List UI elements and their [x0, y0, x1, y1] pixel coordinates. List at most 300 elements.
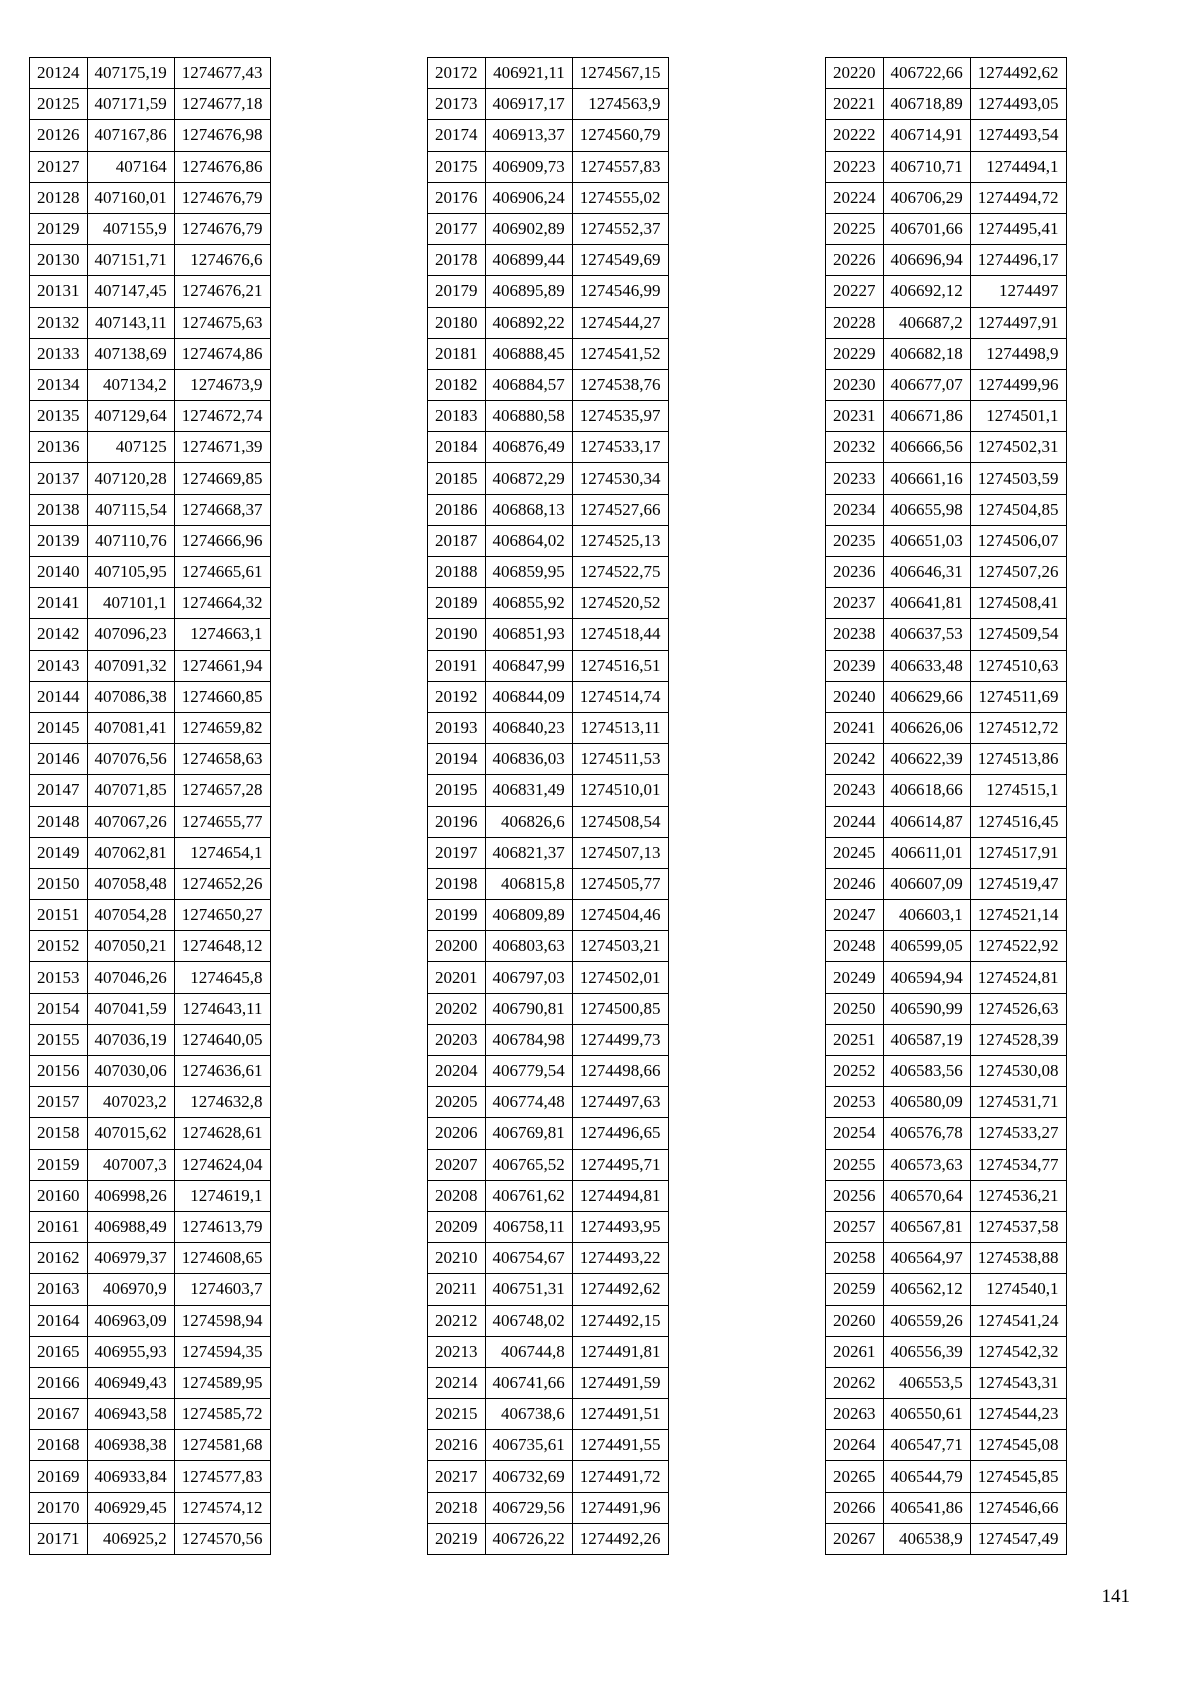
x-coordinate-cell: 406933,84 [87, 1461, 174, 1492]
x-coordinate-cell: 406826,6 [485, 806, 572, 837]
point-number-cell: 20232 [826, 432, 884, 463]
point-number-cell: 20225 [826, 213, 884, 244]
y-coordinate-cell: 1274499,73 [572, 1024, 668, 1055]
point-number-cell: 20150 [30, 868, 88, 899]
y-coordinate-cell: 1274522,75 [572, 557, 668, 588]
table-row [30, 401, 271, 432]
table-row [30, 1243, 271, 1274]
point-number-cell: 20203 [428, 1024, 486, 1055]
table-row [30, 1523, 271, 1554]
point-number-cell: 20255 [826, 1149, 884, 1180]
y-coordinate-cell: 1274491,51 [572, 1399, 668, 1430]
point-number-cell: 20170 [30, 1492, 88, 1523]
x-coordinate-cell: 407151,71 [87, 245, 174, 276]
x-coordinate-cell: 406622,39 [883, 744, 970, 775]
x-coordinate-cell: 406797,03 [485, 962, 572, 993]
table-row [826, 1056, 1067, 1087]
table-row [428, 1305, 669, 1336]
point-number-cell: 20218 [428, 1492, 486, 1523]
x-coordinate-cell: 406821,37 [485, 837, 572, 868]
x-coordinate-cell: 406562,12 [883, 1274, 970, 1305]
x-coordinate-cell: 406556,39 [883, 1336, 970, 1367]
x-coordinate-cell: 407071,85 [87, 775, 174, 806]
x-coordinate-cell: 406851,93 [485, 619, 572, 650]
y-coordinate-cell: 1274500,85 [572, 993, 668, 1024]
y-coordinate-cell: 1274567,15 [572, 58, 668, 89]
x-coordinate-cell: 406718,89 [883, 89, 970, 120]
table-row [30, 900, 271, 931]
x-coordinate-cell: 406629,66 [883, 681, 970, 712]
y-coordinate-cell: 1274674,86 [174, 338, 270, 369]
table-row [428, 744, 669, 775]
x-coordinate-cell: 406815,8 [485, 868, 572, 899]
x-coordinate-cell: 407129,64 [87, 401, 174, 432]
x-coordinate-cell: 406550,61 [883, 1399, 970, 1430]
x-coordinate-cell: 407054,28 [87, 900, 174, 931]
y-coordinate-cell: 1274508,41 [970, 588, 1066, 619]
x-coordinate-cell: 406836,03 [485, 744, 572, 775]
y-coordinate-cell: 1274540,1 [970, 1274, 1066, 1305]
table-row [826, 1180, 1067, 1211]
x-coordinate-cell: 406706,29 [883, 182, 970, 213]
table-row [428, 557, 669, 588]
table-row [428, 401, 669, 432]
y-coordinate-cell: 1274497,63 [572, 1087, 668, 1118]
point-number-cell: 20135 [30, 401, 88, 432]
y-coordinate-cell: 1274508,54 [572, 806, 668, 837]
y-coordinate-cell: 1274650,27 [174, 900, 270, 931]
x-coordinate-cell: 407007,3 [87, 1149, 174, 1180]
point-number-cell: 20244 [826, 806, 884, 837]
y-coordinate-cell: 1274491,72 [572, 1461, 668, 1492]
y-coordinate-cell: 1274507,26 [970, 557, 1066, 588]
y-coordinate-cell: 1274502,31 [970, 432, 1066, 463]
table-row [30, 1211, 271, 1242]
point-number-cell: 20258 [826, 1243, 884, 1274]
point-number-cell: 20233 [826, 463, 884, 494]
point-number-cell: 20174 [428, 120, 486, 151]
point-number-cell: 20187 [428, 525, 486, 556]
x-coordinate-cell: 406661,16 [883, 463, 970, 494]
table-row [30, 1180, 271, 1211]
point-number-cell: 20195 [428, 775, 486, 806]
y-coordinate-cell: 1274493,05 [970, 89, 1066, 120]
table-row [30, 806, 271, 837]
point-number-cell: 20127 [30, 151, 88, 182]
y-coordinate-cell: 1274519,47 [970, 868, 1066, 899]
x-coordinate-cell: 407086,38 [87, 681, 174, 712]
point-number-cell: 20239 [826, 650, 884, 681]
y-coordinate-cell: 1274577,83 [174, 1461, 270, 1492]
y-coordinate-cell: 1274494,72 [970, 182, 1066, 213]
y-coordinate-cell: 1274545,85 [970, 1461, 1066, 1492]
y-coordinate-cell: 1274494,81 [572, 1180, 668, 1211]
x-coordinate-cell: 406876,49 [485, 432, 572, 463]
table-row [826, 307, 1067, 338]
x-coordinate-cell: 406580,09 [883, 1087, 970, 1118]
x-coordinate-cell: 406594,94 [883, 962, 970, 993]
table-row [826, 775, 1067, 806]
table-row [826, 525, 1067, 556]
y-coordinate-cell: 1274504,46 [572, 900, 668, 931]
point-number-cell: 20243 [826, 775, 884, 806]
x-coordinate-cell: 406855,92 [485, 588, 572, 619]
point-number-cell: 20144 [30, 681, 88, 712]
y-coordinate-cell: 1274673,9 [174, 369, 270, 400]
table-row [30, 151, 271, 182]
point-number-cell: 20191 [428, 650, 486, 681]
x-coordinate-cell: 406732,69 [485, 1461, 572, 1492]
point-number-cell: 20166 [30, 1367, 88, 1398]
point-number-cell: 20256 [826, 1180, 884, 1211]
x-coordinate-cell: 406614,87 [883, 806, 970, 837]
x-coordinate-cell: 407015,62 [87, 1118, 174, 1149]
point-number-cell: 20252 [826, 1056, 884, 1087]
point-number-cell: 20151 [30, 900, 88, 931]
table-row [30, 775, 271, 806]
x-coordinate-cell: 406864,02 [485, 525, 572, 556]
x-coordinate-cell: 406687,2 [883, 307, 970, 338]
y-coordinate-cell: 1274589,95 [174, 1367, 270, 1398]
x-coordinate-cell: 406726,22 [485, 1523, 572, 1554]
y-coordinate-cell: 1274545,08 [970, 1430, 1066, 1461]
point-number-cell: 20230 [826, 369, 884, 400]
x-coordinate-cell: 407091,32 [87, 650, 174, 681]
y-coordinate-cell: 1274538,76 [572, 369, 668, 400]
x-coordinate-cell: 406666,56 [883, 432, 970, 463]
y-coordinate-cell: 1274654,1 [174, 837, 270, 868]
point-number-cell: 20176 [428, 182, 486, 213]
x-coordinate-cell: 407096,23 [87, 619, 174, 650]
table-row [428, 993, 669, 1024]
table-row [428, 1367, 669, 1398]
table-row [30, 650, 271, 681]
table-row [30, 276, 271, 307]
x-coordinate-cell: 406949,43 [87, 1367, 174, 1398]
table-row [428, 1118, 669, 1149]
point-number-cell: 20261 [826, 1336, 884, 1367]
table-row [30, 120, 271, 151]
table-row [428, 962, 669, 993]
table-row [30, 1367, 271, 1398]
x-coordinate-cell: 406895,89 [485, 276, 572, 307]
point-number-cell: 20149 [30, 837, 88, 868]
point-number-cell: 20214 [428, 1367, 486, 1398]
point-number-cell: 20264 [826, 1430, 884, 1461]
x-coordinate-cell: 406541,86 [883, 1492, 970, 1523]
x-coordinate-cell: 407143,11 [87, 307, 174, 338]
table-row [826, 1149, 1067, 1180]
point-number-cell: 20171 [30, 1523, 88, 1554]
y-coordinate-cell: 1274574,12 [174, 1492, 270, 1523]
table-row [428, 1149, 669, 1180]
table-row [30, 89, 271, 120]
y-coordinate-cell: 1274533,17 [572, 432, 668, 463]
y-coordinate-cell: 1274535,97 [572, 401, 668, 432]
x-coordinate-cell: 406641,81 [883, 588, 970, 619]
point-number-cell: 20265 [826, 1461, 884, 1492]
point-number-cell: 20168 [30, 1430, 88, 1461]
x-coordinate-cell: 406929,45 [87, 1492, 174, 1523]
point-number-cell: 20139 [30, 525, 88, 556]
point-number-cell: 20228 [826, 307, 884, 338]
x-coordinate-cell: 406633,48 [883, 650, 970, 681]
x-coordinate-cell: 406943,58 [87, 1399, 174, 1430]
x-coordinate-cell: 406587,19 [883, 1024, 970, 1055]
x-coordinate-cell: 406701,66 [883, 213, 970, 244]
y-coordinate-cell: 1274495,71 [572, 1149, 668, 1180]
x-coordinate-cell: 406784,98 [485, 1024, 572, 1055]
y-coordinate-cell: 1274515,1 [970, 775, 1066, 806]
x-coordinate-cell: 407125 [87, 432, 174, 463]
table-row [826, 432, 1067, 463]
point-number-cell: 20147 [30, 775, 88, 806]
y-coordinate-cell: 1274522,92 [970, 931, 1066, 962]
y-coordinate-cell: 1274658,63 [174, 744, 270, 775]
point-number-cell: 20204 [428, 1056, 486, 1087]
y-coordinate-cell: 1274659,82 [174, 712, 270, 743]
y-coordinate-cell: 1274676,79 [174, 182, 270, 213]
point-number-cell: 20167 [30, 1399, 88, 1430]
y-coordinate-cell: 1274492,62 [970, 58, 1066, 89]
x-coordinate-cell: 406722,66 [883, 58, 970, 89]
point-number-cell: 20206 [428, 1118, 486, 1149]
x-coordinate-cell: 406831,49 [485, 775, 572, 806]
table-row [428, 525, 669, 556]
table-row [30, 962, 271, 993]
table-row [826, 213, 1067, 244]
y-coordinate-cell: 1274640,05 [174, 1024, 270, 1055]
y-coordinate-cell: 1274570,56 [174, 1523, 270, 1554]
x-coordinate-cell: 406570,64 [883, 1180, 970, 1211]
table-row [826, 650, 1067, 681]
point-number-cell: 20200 [428, 931, 486, 962]
table-row [826, 1118, 1067, 1149]
x-coordinate-cell: 406590,99 [883, 993, 970, 1024]
y-coordinate-cell: 1274613,79 [174, 1211, 270, 1242]
y-coordinate-cell: 1274676,6 [174, 245, 270, 276]
table-row [428, 338, 669, 369]
x-coordinate-cell: 406671,86 [883, 401, 970, 432]
y-coordinate-cell: 1274655,77 [174, 806, 270, 837]
y-coordinate-cell: 1274491,55 [572, 1430, 668, 1461]
table-row [826, 463, 1067, 494]
table-row [30, 712, 271, 743]
point-number-cell: 20141 [30, 588, 88, 619]
point-number-cell: 20126 [30, 120, 88, 151]
y-coordinate-cell: 1274510,01 [572, 775, 668, 806]
x-coordinate-cell: 407134,2 [87, 369, 174, 400]
point-number-cell: 20169 [30, 1461, 88, 1492]
x-coordinate-cell: 406906,24 [485, 182, 572, 213]
table-row [428, 151, 669, 182]
x-coordinate-cell: 406626,06 [883, 712, 970, 743]
y-coordinate-cell: 1274552,37 [572, 213, 668, 244]
table-row [30, 369, 271, 400]
y-coordinate-cell: 1274528,39 [970, 1024, 1066, 1055]
point-number-cell: 20163 [30, 1274, 88, 1305]
point-number-cell: 20222 [826, 120, 884, 151]
point-number-cell: 20234 [826, 494, 884, 525]
point-number-cell: 20183 [428, 401, 486, 432]
point-number-cell: 20253 [826, 1087, 884, 1118]
point-number-cell: 20129 [30, 213, 88, 244]
table-row [428, 463, 669, 494]
point-number-cell: 20182 [428, 369, 486, 400]
table-row [30, 1399, 271, 1430]
point-number-cell: 20238 [826, 619, 884, 650]
table-row [428, 619, 669, 650]
table-row [30, 1305, 271, 1336]
x-coordinate-cell: 407175,19 [87, 58, 174, 89]
y-coordinate-cell: 1274547,49 [970, 1523, 1066, 1554]
table-row [826, 1461, 1067, 1492]
table-row [30, 307, 271, 338]
table-row [428, 494, 669, 525]
table-row [826, 1087, 1067, 1118]
y-coordinate-cell: 1274526,63 [970, 993, 1066, 1024]
table-row [30, 494, 271, 525]
x-coordinate-cell: 406735,61 [485, 1430, 572, 1461]
x-coordinate-cell: 406779,54 [485, 1056, 572, 1087]
x-coordinate-cell: 406872,29 [485, 463, 572, 494]
table-row [826, 1492, 1067, 1523]
x-coordinate-cell: 407164 [87, 151, 174, 182]
y-coordinate-cell: 1274501,1 [970, 401, 1066, 432]
y-coordinate-cell: 1274560,79 [572, 120, 668, 151]
y-coordinate-cell: 1274544,27 [572, 307, 668, 338]
y-coordinate-cell: 1274541,24 [970, 1305, 1066, 1336]
y-coordinate-cell: 1274493,22 [572, 1243, 668, 1274]
x-coordinate-cell: 407101,1 [87, 588, 174, 619]
point-number-cell: 20161 [30, 1211, 88, 1242]
point-number-cell: 20155 [30, 1024, 88, 1055]
x-coordinate-cell: 407138,69 [87, 338, 174, 369]
y-coordinate-cell: 1274516,45 [970, 806, 1066, 837]
table-row [428, 1180, 669, 1211]
point-number-cell: 20216 [428, 1430, 486, 1461]
table-row [428, 182, 669, 213]
point-number-cell: 20260 [826, 1305, 884, 1336]
x-coordinate-cell: 406714,91 [883, 120, 970, 151]
y-coordinate-cell: 1274493,54 [970, 120, 1066, 151]
y-coordinate-cell: 1274514,74 [572, 681, 668, 712]
page-number: 141 [1101, 1586, 1130, 1607]
table-row [428, 120, 669, 151]
y-coordinate-cell: 1274671,39 [174, 432, 270, 463]
x-coordinate-cell: 406573,63 [883, 1149, 970, 1180]
point-number-cell: 20211 [428, 1274, 486, 1305]
point-number-cell: 20164 [30, 1305, 88, 1336]
x-coordinate-cell: 406599,05 [883, 931, 970, 962]
point-number-cell: 20154 [30, 993, 88, 1024]
y-coordinate-cell: 1274636,61 [174, 1056, 270, 1087]
point-number-cell: 20194 [428, 744, 486, 775]
table-row [428, 1274, 669, 1305]
y-coordinate-cell: 1274652,26 [174, 868, 270, 899]
y-coordinate-cell: 1274507,13 [572, 837, 668, 868]
point-number-cell: 20215 [428, 1399, 486, 1430]
x-coordinate-cell: 407115,54 [87, 494, 174, 525]
point-number-cell: 20220 [826, 58, 884, 89]
x-coordinate-cell: 406938,38 [87, 1430, 174, 1461]
x-coordinate-cell: 406917,17 [485, 89, 572, 120]
table-row [428, 1461, 669, 1492]
y-coordinate-cell: 1274677,43 [174, 58, 270, 89]
table-row [30, 182, 271, 213]
table-row [428, 900, 669, 931]
y-coordinate-cell: 1274672,74 [174, 401, 270, 432]
table-row [826, 931, 1067, 962]
point-number-cell: 20223 [826, 151, 884, 182]
x-coordinate-cell: 407081,41 [87, 712, 174, 743]
coordinate-table-2 [427, 57, 669, 1555]
x-coordinate-cell: 406765,52 [485, 1149, 572, 1180]
point-number-cell: 20213 [428, 1336, 486, 1367]
point-number-cell: 20160 [30, 1180, 88, 1211]
table-row [30, 1087, 271, 1118]
y-coordinate-cell: 1274502,01 [572, 962, 668, 993]
y-coordinate-cell: 1274516,51 [572, 650, 668, 681]
table-row [826, 1430, 1067, 1461]
y-coordinate-cell: 1274493,95 [572, 1211, 668, 1242]
y-coordinate-cell: 1274492,62 [572, 1274, 668, 1305]
point-number-cell: 20221 [826, 89, 884, 120]
y-coordinate-cell: 1274594,35 [174, 1336, 270, 1367]
y-coordinate-cell: 1274496,65 [572, 1118, 668, 1149]
x-coordinate-cell: 406583,56 [883, 1056, 970, 1087]
table-row [428, 1024, 669, 1055]
table-row [30, 525, 271, 556]
point-number-cell: 20219 [428, 1523, 486, 1554]
y-coordinate-cell: 1274520,52 [572, 588, 668, 619]
x-coordinate-cell: 407030,06 [87, 1056, 174, 1087]
y-coordinate-cell: 1274491,59 [572, 1367, 668, 1398]
y-coordinate-cell: 1274534,77 [970, 1149, 1066, 1180]
x-coordinate-cell: 406567,81 [883, 1211, 970, 1242]
y-coordinate-cell: 1274513,11 [572, 712, 668, 743]
x-coordinate-cell: 406774,48 [485, 1087, 572, 1118]
y-coordinate-cell: 1274511,53 [572, 744, 668, 775]
table-row [428, 931, 669, 962]
table-row [30, 1056, 271, 1087]
table-row [30, 744, 271, 775]
table-row [826, 681, 1067, 712]
y-coordinate-cell: 1274511,69 [970, 681, 1066, 712]
x-coordinate-cell: 406754,67 [485, 1243, 572, 1274]
point-number-cell: 20208 [428, 1180, 486, 1211]
point-number-cell: 20186 [428, 494, 486, 525]
point-number-cell: 20241 [826, 712, 884, 743]
point-number-cell: 20249 [826, 962, 884, 993]
point-number-cell: 20136 [30, 432, 88, 463]
x-coordinate-cell: 406790,81 [485, 993, 572, 1024]
x-coordinate-cell: 406913,37 [485, 120, 572, 151]
x-coordinate-cell: 406738,6 [485, 1399, 572, 1430]
table-row [826, 245, 1067, 276]
table-row [428, 276, 669, 307]
y-coordinate-cell: 1274665,61 [174, 557, 270, 588]
y-coordinate-cell: 1274668,37 [174, 494, 270, 525]
point-number-cell: 20148 [30, 806, 88, 837]
x-coordinate-cell: 406761,62 [485, 1180, 572, 1211]
y-coordinate-cell: 1274530,34 [572, 463, 668, 494]
x-coordinate-cell: 407147,45 [87, 276, 174, 307]
y-coordinate-cell: 1274503,21 [572, 931, 668, 962]
x-coordinate-cell: 406758,11 [485, 1211, 572, 1242]
table-row [30, 1149, 271, 1180]
point-number-cell: 20259 [826, 1274, 884, 1305]
